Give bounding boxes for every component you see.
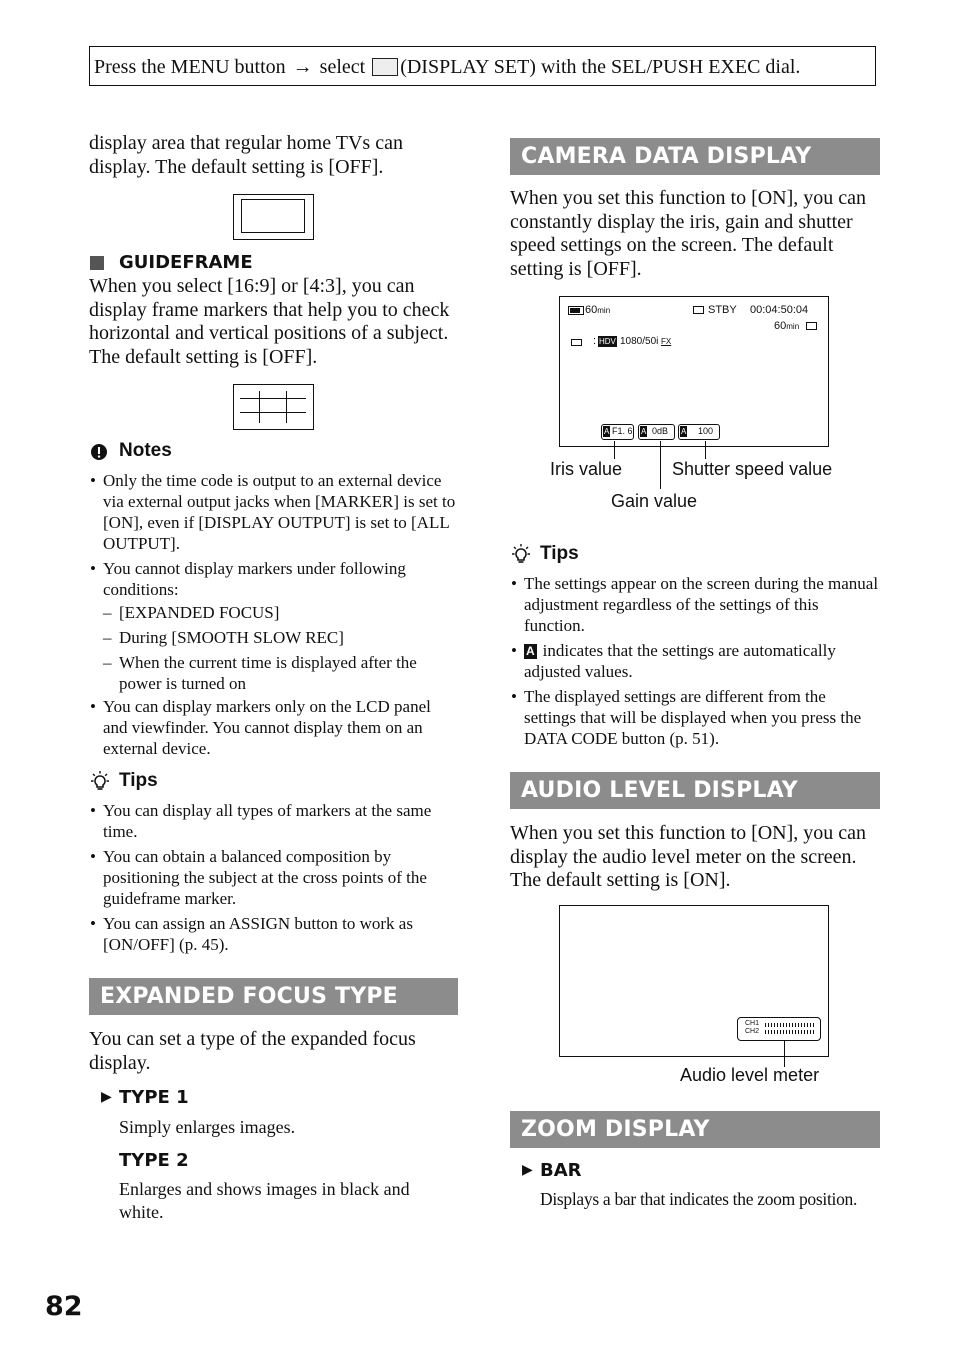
timecode: 00:04:50:04 [750, 304, 809, 316]
guideframe-illustration [233, 384, 314, 430]
remaining-time: 60min [774, 320, 800, 332]
battery-icon [568, 306, 584, 315]
tips-title-left: Tips [119, 770, 158, 791]
section-expanded-focus-type: EXPANDED FOCUS TYPE [89, 978, 458, 1015]
lightbulb-icon [90, 770, 110, 792]
iris-leader-line [614, 441, 615, 459]
fx-label: FX [661, 337, 672, 346]
type2-label: TYPE 2 [119, 1150, 189, 1171]
tips-list-right [511, 573, 880, 751]
tip-item: • You can obtain a balanced composition by positioning the subject at the cross points of the guideframe marker. [90, 846, 458, 909]
audio-level-screen [559, 905, 829, 1057]
tape-remaining-icon [806, 322, 817, 330]
section-zoom-display: ZOOM DISPLAY [510, 1111, 880, 1148]
iris-callout: Iris value [550, 459, 623, 479]
auto-indicator-icon: A [526, 644, 535, 658]
tip-item: • The displayed settings are different from the settings that will be displayed when you press the DATA CODE button (p. 51). [511, 686, 880, 749]
shutter-value: 100 [698, 426, 714, 436]
grid-line-v2 [286, 391, 287, 423]
tip-item: • You can display all types of markers at the same time. [90, 800, 458, 842]
gain-leader-line [660, 441, 661, 489]
default-marker-icon: ▶ [522, 1162, 533, 1178]
rec-media-icon [571, 339, 582, 346]
format-label: 1080/50i [620, 336, 659, 347]
grid-line-v1 [259, 391, 260, 423]
gain-value-box [638, 424, 675, 440]
instruction-select: select [319, 56, 366, 78]
note-item: • You cannot display markers under following conditions: – [EXPANDED FOCUS] – During [SMOOTH SLOW REC] – When the current time is displayed after the power is turned on [90, 558, 458, 694]
auto-indicator-icon: A [641, 427, 647, 436]
option-bar [522, 1160, 822, 1184]
bar-description: Displays a bar that indicates the zoom position. [540, 1189, 858, 1209]
instruction-suffix: (DISPLAY SET) with the SEL/PUSH EXEC dial. [400, 56, 801, 78]
frame-illustration-4-3 [233, 194, 314, 240]
notes-heading [90, 440, 450, 464]
iris-value: F1. 6 [612, 426, 633, 436]
audio-level-body: When you set this function to [ON], you can display the audio level meter on the screen. The default setting is [ON]. [510, 822, 867, 891]
audio-meter-callout: Audio level meter [680, 1065, 820, 1085]
tips-list-left [90, 800, 458, 957]
tips-heading-left [90, 770, 450, 794]
status-stby: STBY [708, 304, 737, 316]
guideframe-title: GUIDEFRAME [119, 252, 253, 273]
camera-data-body: When you set this function to [ON], you can constantly display the iris, gain and shutter speed settings on the screen. The default setting is [OFF]. [510, 187, 867, 280]
guideframe-body: When you select [16:9] or [4:3], you can display frame markers that help you to check horizontal and vertical positions of a subject. The default setting is [OFF]. [89, 275, 450, 368]
note-subitem: – When the current time is displayed after the power is turned on [103, 652, 458, 694]
gain-value: 0dB [652, 426, 669, 436]
default-marker-icon: ▶ [101, 1089, 112, 1105]
option-type1 [101, 1087, 401, 1111]
notes-list [90, 470, 458, 761]
square-bullet-icon [90, 256, 104, 270]
inner-frame [241, 199, 305, 233]
tape-separator: : [593, 335, 597, 347]
ch1-level-bar [765, 1023, 815, 1027]
tape-icon [693, 306, 704, 314]
hdv-badge: HDV [599, 337, 616, 346]
tips-heading-right [511, 543, 871, 567]
shutter-value-box [678, 424, 720, 440]
note-item: • You can display markers only on the LCD panel and viewfinder. You cannot display them on an external device. [90, 696, 458, 759]
grid-line-h2 [240, 412, 306, 413]
ch2-label: CH2 [745, 1028, 760, 1035]
bar-label: BAR [540, 1160, 582, 1181]
note-subitem: – [EXPANDED FOCUS] [103, 602, 458, 623]
type2-description: Enlarges and shows images in black and white. [119, 1179, 410, 1222]
menu-instruction-box [89, 46, 876, 86]
auto-indicator-icon: A [604, 427, 610, 436]
arrow-icon: → [292, 56, 313, 78]
tip-item: • You can assign an ASSIGN button to work as [ON/OFF] (p. 45). [90, 913, 458, 955]
intro-paragraph: display area that regular home TVs can display. The default setting is [OFF]. [89, 132, 403, 178]
audio-level-meter [737, 1017, 821, 1041]
auto-indicator-icon: A [681, 427, 687, 436]
tip-item: • The settings appear on the screen during the manual adjustment regardless of the settings of this function. [511, 573, 880, 636]
expanded-focus-intro: You can set a type of the expanded focus display. [89, 1028, 416, 1074]
tips-title-right: Tips [540, 543, 579, 564]
battery-minutes: 60min [585, 304, 611, 316]
shutter-callout: Shutter speed value [672, 459, 833, 479]
gain-callout: Gain value [611, 491, 698, 511]
type1-label: TYPE 1 [119, 1087, 189, 1108]
page-number: 82 [45, 1291, 83, 1322]
display-set-icon [372, 58, 398, 76]
note-item: • Only the time code is output to an external device via external output jacks when [MARKER] is set to [ON], even if [DISPLAY OUTPUT] is set to [ALL OUTPUT]. [90, 470, 458, 554]
lightbulb-icon [511, 543, 531, 565]
type1-description: Simply enlarges images. [119, 1117, 296, 1137]
tip-item: • A indicates that the settings are automatically adjusted values. [511, 640, 880, 682]
ch1-label: CH1 [745, 1020, 760, 1027]
notes-title: Notes [119, 440, 172, 461]
note-subitem: – During [SMOOTH SLOW REC] [103, 627, 458, 648]
audio-leader-line [784, 1041, 785, 1067]
ch2-level-bar [765, 1030, 815, 1034]
section-camera-data-display: CAMERA DATA DISPLAY [510, 138, 880, 175]
grid-line-h1 [240, 398, 306, 399]
iris-value-box [601, 424, 634, 440]
camera-data-screen [559, 296, 829, 447]
section-audio-level-display: AUDIO LEVEL DISPLAY [510, 772, 880, 809]
notes-warning-icon [90, 443, 108, 461]
instruction-prefix: Press the MENU button [94, 56, 286, 78]
shutter-leader-line [705, 441, 706, 459]
